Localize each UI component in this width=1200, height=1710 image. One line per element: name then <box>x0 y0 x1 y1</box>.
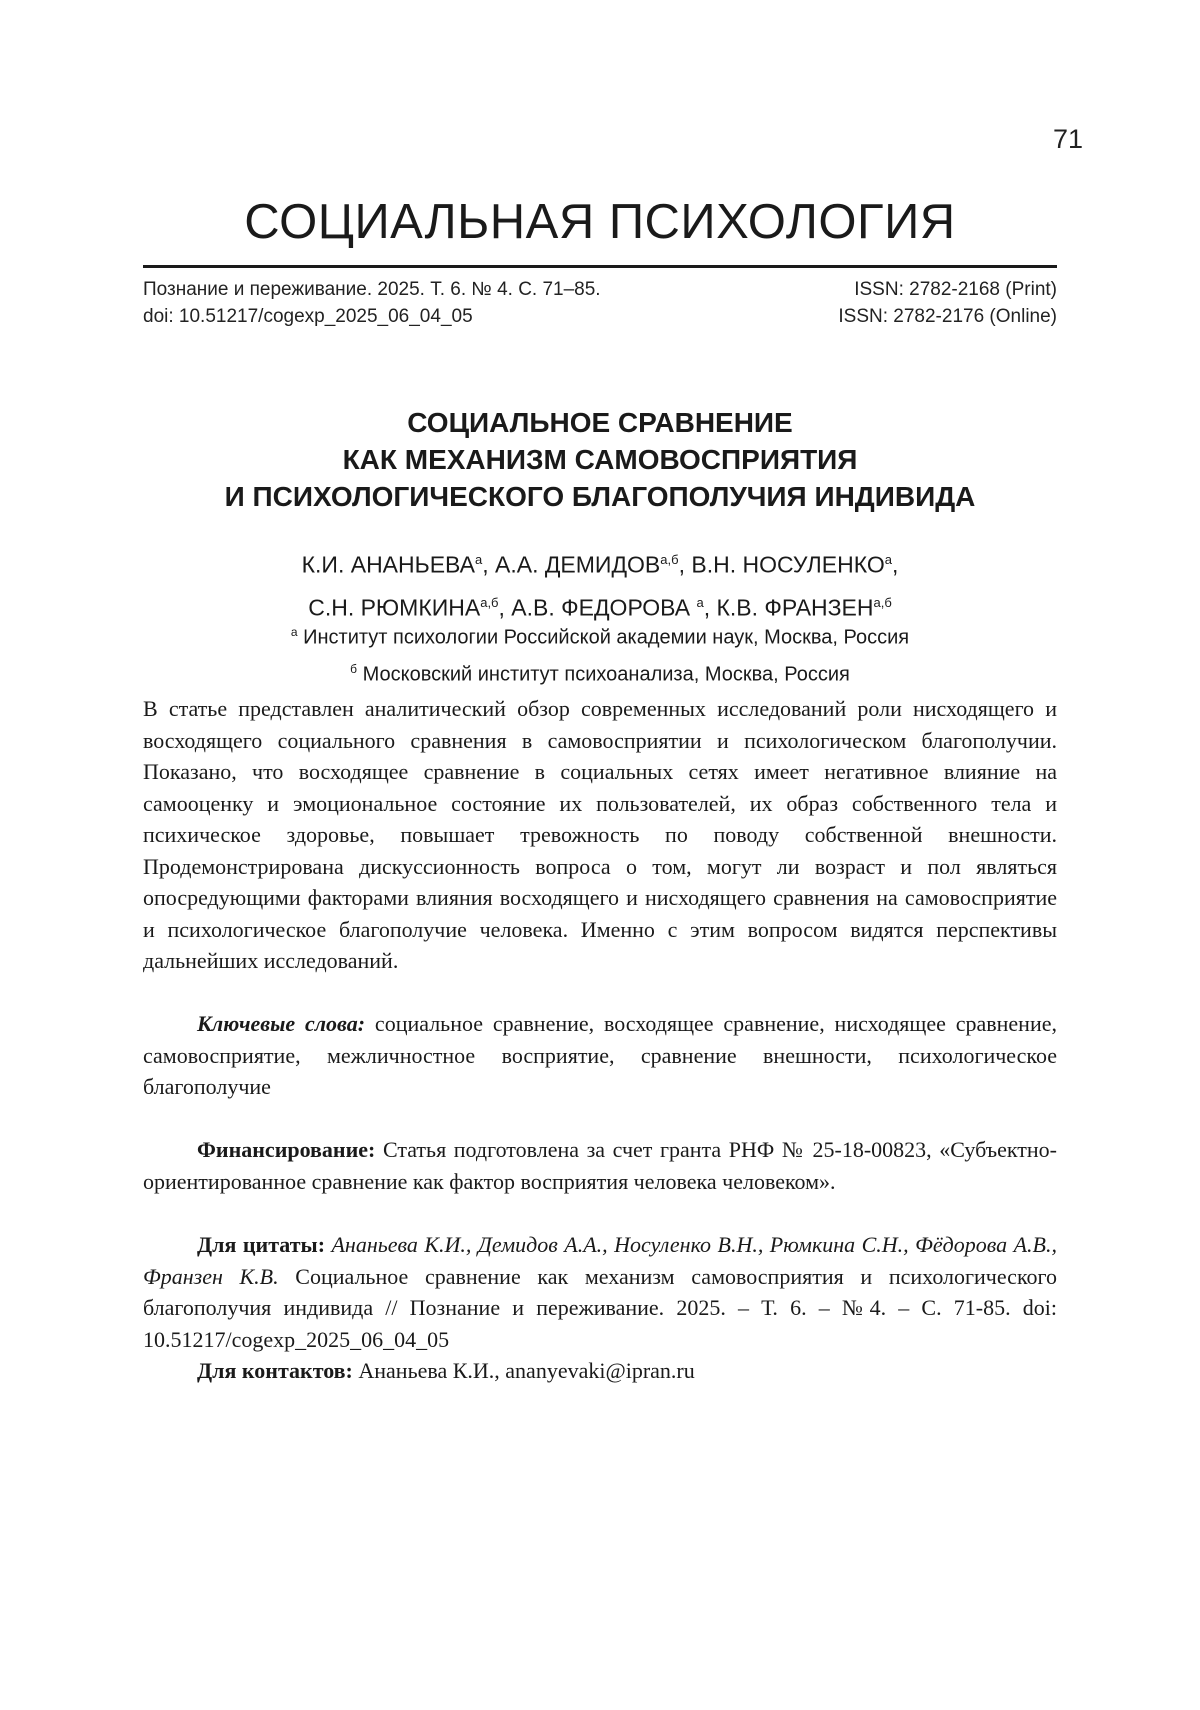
affiliation-text: Институт психологии Российской академии наук, Москва, Россия <box>303 626 910 649</box>
author-affiliation-mark: а <box>884 552 892 567</box>
journal-citation-line: Познание и переживание. 2025. Т. 6. № 4. С. 71–85. <box>143 279 601 300</box>
authors-line-1: К.И. $АНАНЬЕВА^а$, А.А. $ДЕМИДОВ^{а,б}$, В.Н. $НОСУЛЕНКО^а$, <box>301 551 899 578</box>
issn-online: ISSN: 2782-2176 (Online) <box>838 306 1057 327</box>
keywords <box>143 1008 1057 1103</box>
page-number: 71 <box>1052 124 1083 154</box>
affiliation-mark: а <box>290 625 298 639</box>
author-name: В.Н. НОСУЛЕНКО <box>691 551 885 578</box>
keywords-text: социальное сравнение, восходящее сравнение, нисходящее сравнение, самовосприятие, межличностное восприятие, сравнение внешности, психологическое благополучие <box>143 1011 1057 1099</box>
author-affiliation-mark: а <box>696 594 704 610</box>
affiliation-mark: б <box>350 661 358 676</box>
author-affiliation-mark: а,б <box>660 552 679 567</box>
affiliation <box>143 617 1057 654</box>
funding-label: Финансирование: <box>197 1137 376 1162</box>
title-line: И ПСИХОЛОГИЧЕСКОГО БЛАГОПОЛУЧИЯ ИНДИВИДА <box>224 481 976 512</box>
authors-line-2: С.Н. $РЮМКИНА^{а,б}$, А.В. ФЕДОРОВА $^а$, К.В. $ФРАНЗЕН^{а,б}$ <box>308 594 892 621</box>
contacts-label: Для контактов: <box>197 1358 353 1383</box>
issn-block <box>838 276 1057 330</box>
funding-text: Статья подготовлена за счет гранта РНФ № 25-18-00823, «Субъектно-ориентированное сравнение как фактор восприятия человека человеком». <box>143 1137 1057 1194</box>
author-name: С.Н. РЮМКИНА <box>308 594 481 621</box>
issn-print: ISSN: 2782-2168 (Print) <box>854 279 1057 300</box>
authors <box>143 541 1057 626</box>
citation <box>143 1229 1057 1355</box>
article-title <box>143 404 1057 515</box>
contacts <box>143 1355 1057 1387</box>
author-name: А.В. ФЕДОРОВА <box>511 594 691 621</box>
header-rule <box>143 265 1057 268</box>
author-affiliation-mark: а <box>474 552 483 567</box>
section-title: СОЦИАЛЬНАЯ ПСИХОЛОГИЯ <box>244 195 956 249</box>
keywords-label: Ключевые слова: <box>197 1011 366 1036</box>
affiliations <box>143 617 1057 690</box>
author-name: К.В. ФРАНЗЕН <box>716 594 874 621</box>
author-affiliation-mark: а,б <box>873 594 892 610</box>
author-name: К.И. АНАНЬЕВА <box>301 551 475 578</box>
author-affiliation-mark: а,б <box>480 594 499 610</box>
title-line: СОЦИАЛЬНОЕ СРАВНЕНИЕ <box>407 407 793 438</box>
title-line: КАК МЕХАНИЗМ САМОВОСПРИЯТИЯ <box>342 444 858 475</box>
doi-line: doi: 10.51217/cogexp_2025_06_04_05 <box>143 306 473 327</box>
citation-text: Социальное сравнение как механизм самовосприятия и психологического благополучия индивида // Познание и переживание. 2025. – Т. 6. – №4. – С. 71-85. doi: 10.51217/cogexp_2025_06_04_05 <box>143 1263 1057 1352</box>
affiliation-text: Московский институт психоанализа, Москва, Россия <box>362 663 850 686</box>
journal-meta <box>143 276 601 330</box>
citation-authors: Ананьева К.И., Демидов А.А., Носуленко В.Н., Рюмкина С.Н., Фёдорова А.В., Франзен К.В. <box>143 1232 1057 1289</box>
affiliation <box>143 654 1057 691</box>
funding <box>143 1134 1057 1197</box>
contacts-text: Ананьева К.И., ananyevaki@ipran.ru <box>352 1358 695 1383</box>
abstract: В статье представлен аналитический обзор современных исследований роли нисходящего и восходящего социального сравнения в самовосприятии и психологическом благополучии. Показано, что восходящее сравнение в социальных сетях имеет негативное влияние на самооценку и эмоциональное состояние их пользователей, их образ собственного тела и психическое здоровье, повышает тревожность по поводу собственной внешности. Продемонстрирована дискуссионность вопроса о том, могут ли возраст и пол являться опосредующими факторами влияния восходящего и нисходящего сравнения на самовосприятие и психологическое благополучие человека. Именно с этим вопросом видятся перспективы дальнейших исследований. <box>143 696 1057 973</box>
author-name: А.А. ДЕМИДОВ <box>495 551 661 578</box>
citation-label: Для цитаты: <box>197 1232 326 1257</box>
